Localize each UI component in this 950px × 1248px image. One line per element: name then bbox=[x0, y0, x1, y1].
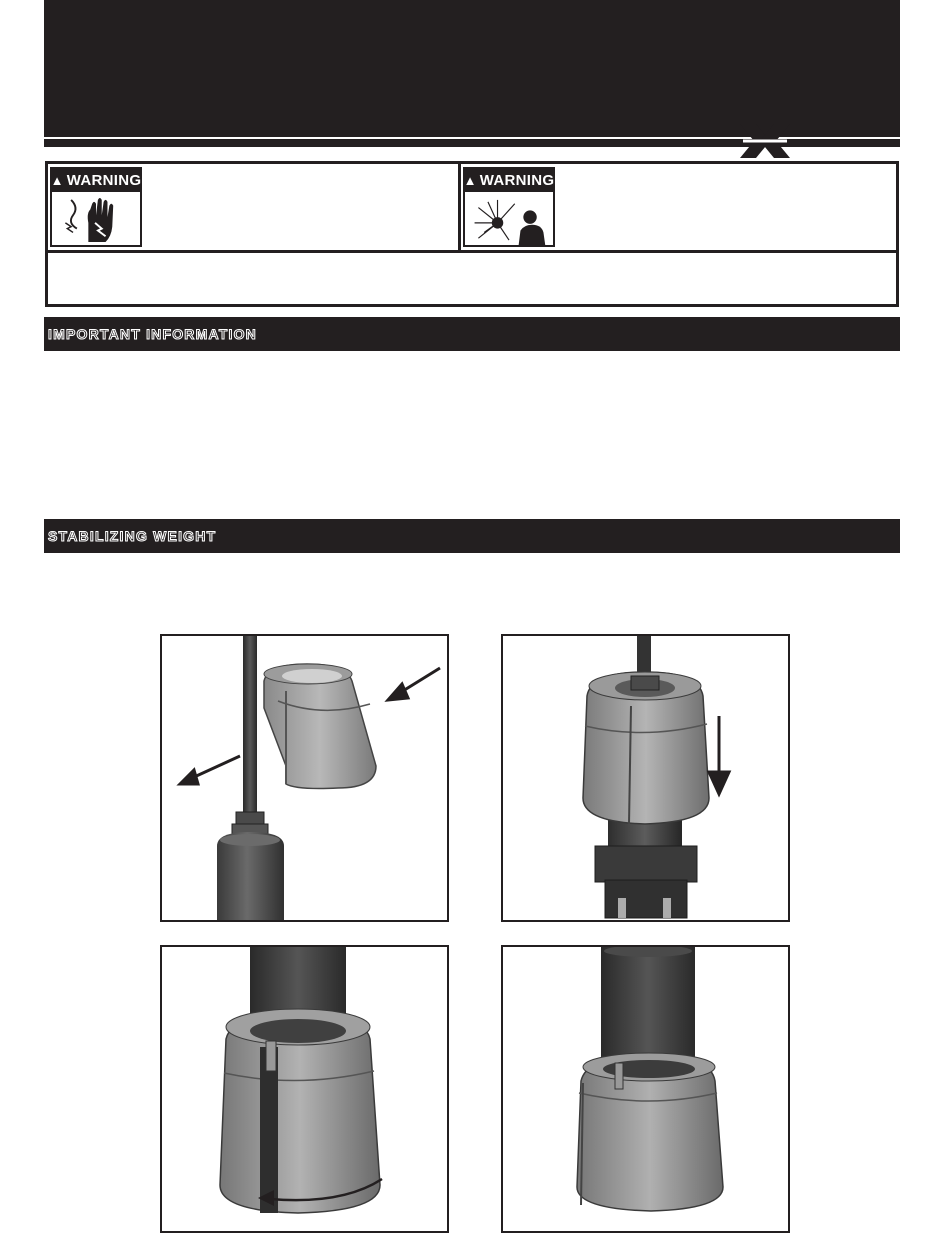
explosion-hazard-icon bbox=[465, 193, 553, 247]
warning-label: ▲ WARNING bbox=[465, 169, 553, 192]
brand-logo-icon bbox=[740, 124, 790, 158]
warning-divider-horizontal bbox=[48, 250, 896, 253]
step-1-illustration bbox=[160, 634, 449, 922]
arrow-down-icon bbox=[709, 716, 729, 794]
step-3-illustration bbox=[160, 945, 449, 1233]
base-collar bbox=[595, 846, 697, 882]
step-2-illustration bbox=[501, 634, 790, 922]
header-band bbox=[44, 0, 900, 137]
section-title: STABILIZING WEIGHT bbox=[48, 528, 217, 544]
alert-triangle-icon: ▲ bbox=[50, 173, 64, 188]
alert-triangle-icon: ▲ bbox=[463, 173, 477, 188]
section-bar-important bbox=[44, 317, 900, 351]
electric-shock-hand-icon bbox=[52, 193, 140, 247]
pole bbox=[243, 636, 257, 814]
warning-label: ▲ WARNING bbox=[52, 169, 140, 192]
warning-divider-vertical bbox=[458, 164, 461, 250]
section-bar-stabilizing bbox=[44, 519, 900, 553]
step-4-illustration bbox=[501, 945, 790, 1233]
warning-panel-electric bbox=[50, 167, 142, 247]
warning-box bbox=[45, 161, 899, 307]
section-title: IMPORTANT INFORMATION bbox=[48, 326, 257, 342]
warning-panel-explosion bbox=[463, 167, 555, 247]
